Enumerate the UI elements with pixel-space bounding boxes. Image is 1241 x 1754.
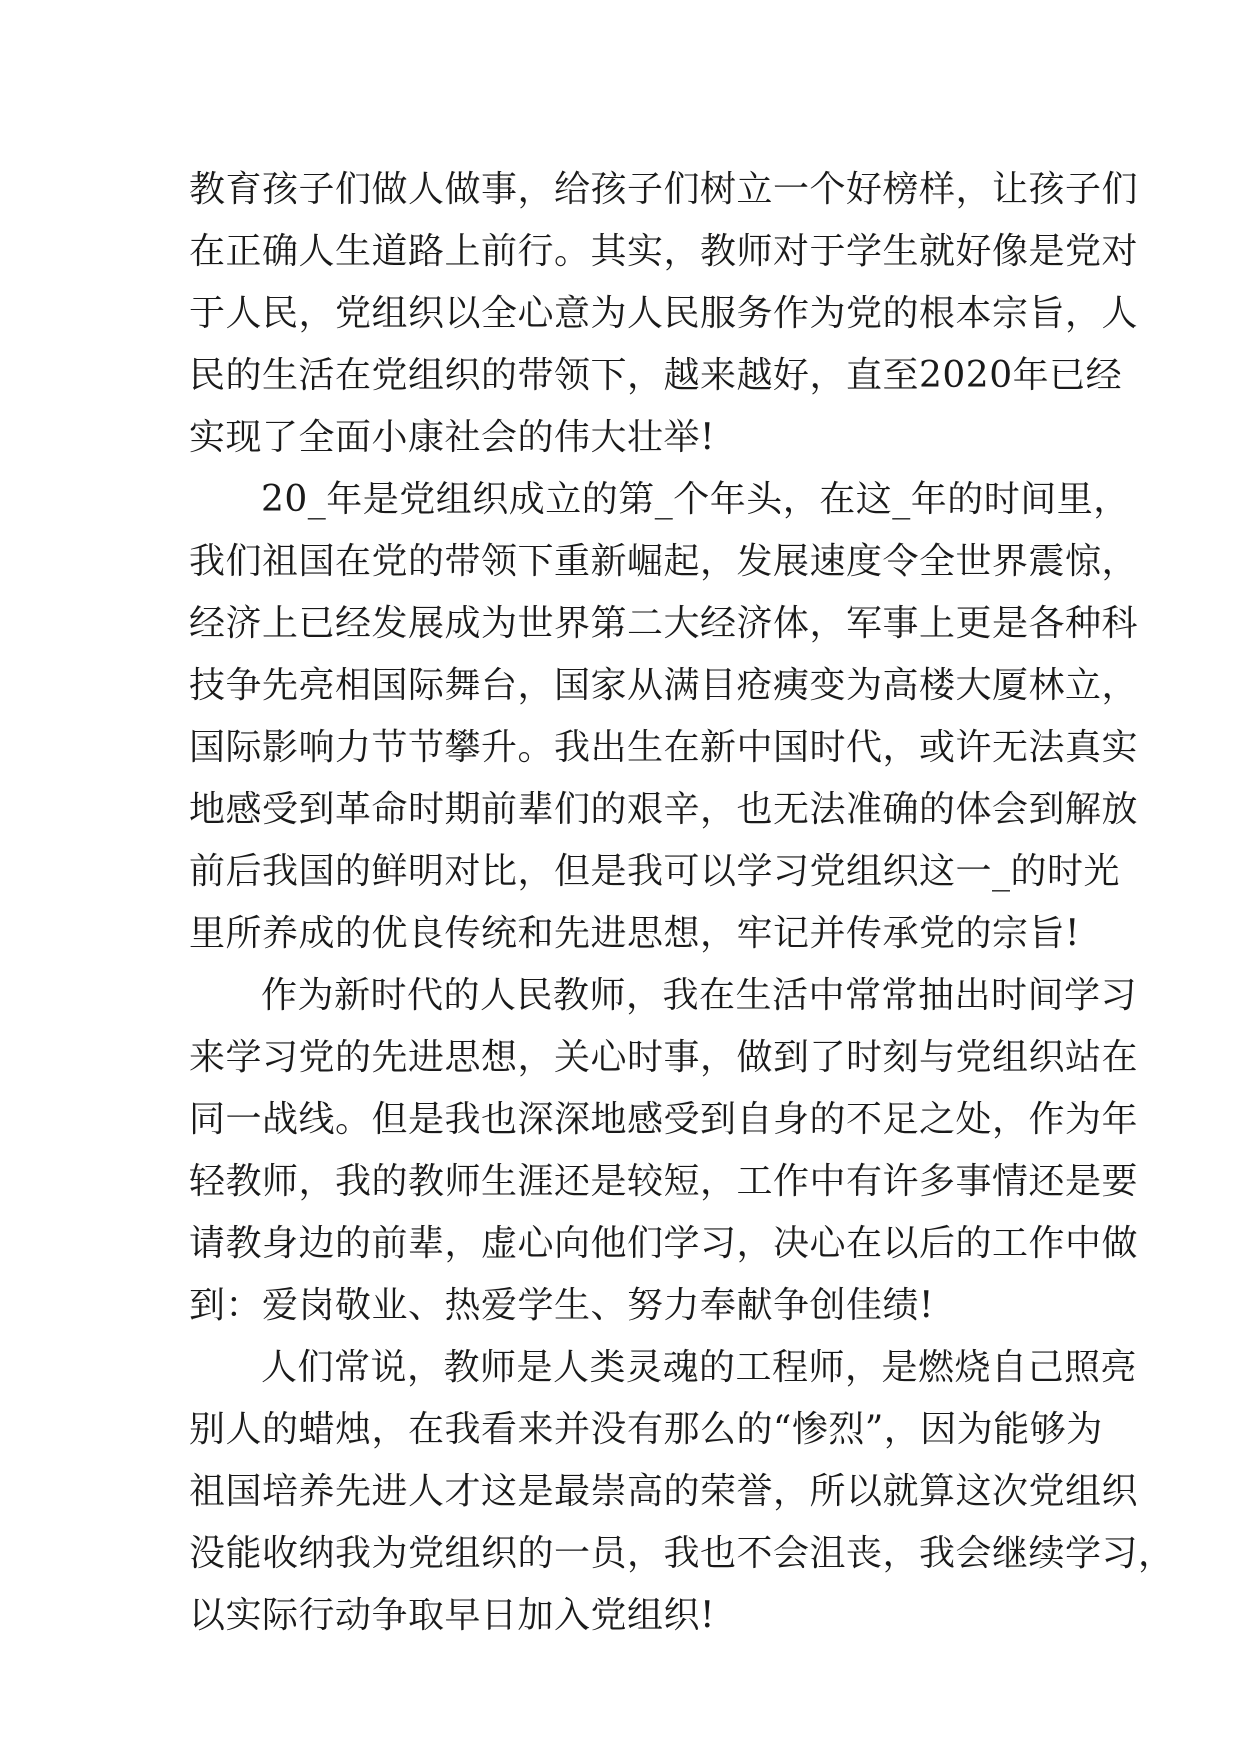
paragraph [189, 965, 1139, 1337]
text-line: 经济上已经发展成为世界第二大经济体，军事上更是各种科 [189, 603, 1139, 644]
text-line: 民的生活在党组织的带领下，越来越好，直至2020年已经 [189, 355, 1123, 396]
text-line: 于人民，党组织以全心意为人民服务作为党的根本宗旨，人 [189, 293, 1139, 334]
paragraph [189, 469, 1139, 965]
text-line: 以实际行动争取早日加入党组织! [189, 1595, 715, 1636]
text-line: 同一战线。但是我也深深地感受到自身的不足之处，作为年 [189, 1099, 1139, 1140]
text-line: 来学习党的先进思想，关心时事，做到了时刻与党组织站在 [189, 1037, 1139, 1078]
text-line: 轻教师，我的教师生涯还是较短，工作中有许多事情还是要 [189, 1161, 1139, 1202]
text-line: 技争先亮相国际舞台，国家从满目疮痍变为高楼大厦林立， [189, 665, 1139, 706]
text-line: 请教身边的前辈，虚心向他们学习，决心在以后的工作中做 [189, 1223, 1139, 1264]
text-line: 人们常说，教师是人类灵魂的工程师，是燃烧自己照亮 [261, 1347, 1138, 1388]
text-line: 20_年是党组织成立的第_个年头，在这_年的时间里， [261, 479, 1130, 520]
text-line: 祖国培养先进人才这是最崇高的荣誉，所以就算这次党组织 [189, 1471, 1139, 1512]
text-line: 地感受到革命时期前辈们的艰辛，也无法准确的体会到解放 [189, 789, 1139, 830]
text-line: 到：爱岗敬业、热爱学生、努力奉献争创佳绩! [189, 1285, 934, 1326]
text-line: 我们祖国在党的带领下重新崛起，发展速度令全世界震惊， [189, 541, 1139, 582]
paragraph [189, 1337, 1175, 1647]
paragraph [189, 159, 1139, 469]
text-line: 在正确人生道路上前行。其实，教师对于学生就好像是党对 [189, 231, 1139, 272]
text-line: 教育孩子们做人做事，给孩子们树立一个好榜样，让孩子们 [189, 169, 1139, 210]
text-line: 前后我国的鲜明对比，但是我可以学习党组织这一_的时光 [189, 851, 1121, 892]
text-line: 国际影响力节节攀升。我出生在新中国时代，或许无法真实 [189, 727, 1139, 768]
text-line: 没能收纳我为党组织的一员，我也不会沮丧，我会继续学习， [189, 1533, 1175, 1574]
text-line: 里所养成的优良传统和先进思想，牢记并传承党的宗旨! [189, 913, 1080, 954]
text-line: 别人的蜡烛，在我看来并没有那么的“惨烈”，因为能够为 [189, 1409, 1103, 1450]
text-line: 实现了全面小康社会的伟大壮举! [189, 417, 715, 458]
text-line: 作为新时代的人民教师，我在生活中常常抽出时间学习 [261, 975, 1138, 1016]
body-text [189, 159, 1175, 1647]
